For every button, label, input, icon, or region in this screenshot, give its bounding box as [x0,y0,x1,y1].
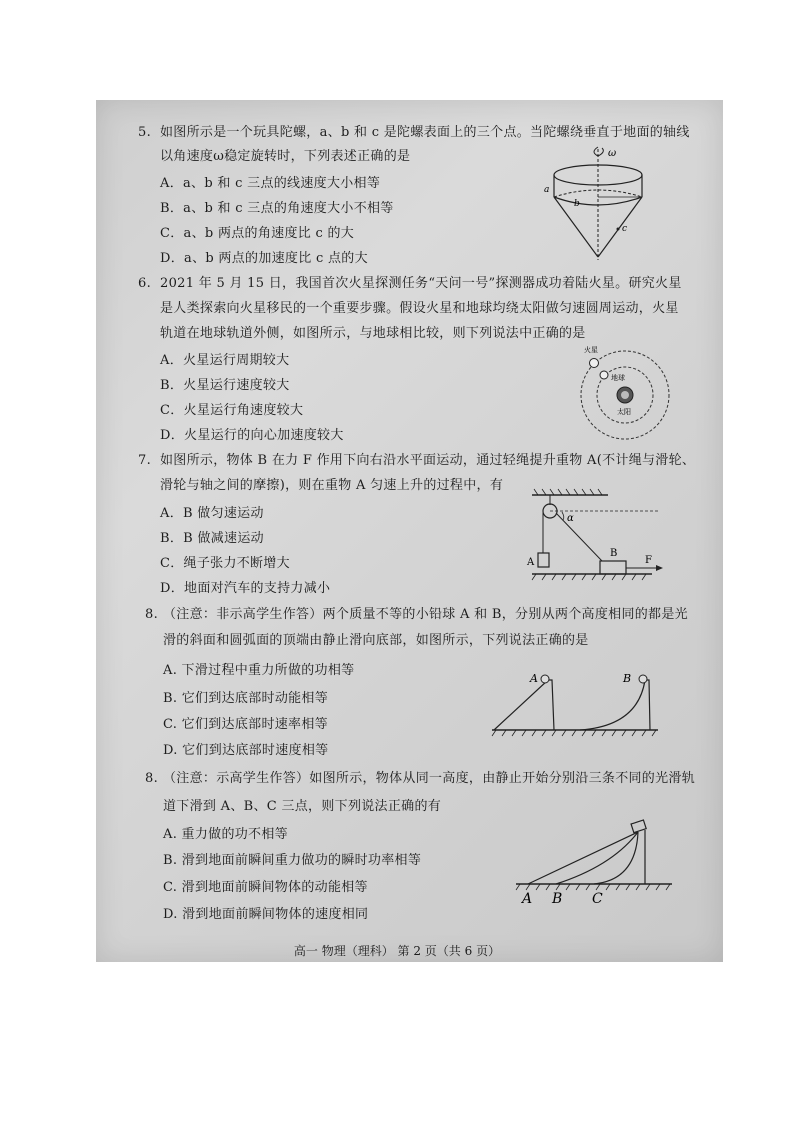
q7-pulley-figure [520,485,670,585]
q8b-label-C: C [592,891,603,906]
q7-option-b: B．B 做减速运动 [160,531,264,546]
q6-stem-line2: 是人类探索向火星移民的一个重要步骤。假设火星和地球均绕太阳做匀速圆周运动，火星 [160,301,679,316]
q5-label-c: c [622,224,628,234]
page-footer: 高一 物理（理科） 第 2 页（共 6 页） [293,944,501,958]
q5-option-b: B．a、b 和 c 三点的角速度大小不相等 [160,201,394,216]
q7-option-d: D．地面对汽车的支持力减小 [160,581,331,596]
q7-alpha-label: α [567,513,574,524]
q8b-option-c: C. 滑到地面前瞬间物体的动能相等 [163,880,368,895]
q8b-stem-line2: 道下滑到 A、B、C 三点，则下列说法正确的有 [163,799,442,814]
q6-earth-label: 地球 [611,374,625,382]
q8b-label-B: B [552,891,563,906]
q5-option-d: D．a、b 两点的加速度比 c 点的大 [160,251,368,266]
q8b-stem-line1: （注意：示高学生作答）如图所示，物体从同一高度，由静止开始分别沿三条不同的光滑轨 [163,771,696,786]
q5-option-c: C．a、b 两点的角速度比 c 的大 [160,226,355,241]
q7-stem-line2: 滑轮与轴之间的摩擦)，则在重物 A 匀速上升的过程中，有 [160,478,504,493]
q5-stem-line1: 如图所示是一个玩具陀螺，a、b 和 c 是陀螺表面上的三个点。当陀螺绕垂直于地面的轴线 [160,125,690,140]
q8a-option-c: C. 它们到达底部时速率相等 [163,717,328,732]
q6-stem-line1: 2021 年 5 月 15 日，我国首次火星探测任务“天问一号”探测器成功着陆火星。研究火星 [160,276,682,291]
q7-option-c: C．绳子张力不断增大 [160,556,290,571]
q7-number: 7. [138,453,152,468]
q8b-label-A: A [522,891,533,906]
q8a-stem-line2: 滑的斜面和圆弧面的顶端由静止滑向底部，如图所示，下列说法正确的是 [163,633,589,648]
q6-stem-line3: 轨道在地球轨道外侧，如图所示，与地球相比较，则下列说法中正确的是 [160,326,586,341]
q6-option-b: B．火星运行速度较大 [160,378,290,393]
q6-mars-label: 火星 [584,346,598,354]
q8a-option-b: B. 它们到达底部时动能相等 [163,691,329,706]
q8a-option-d: D. 它们到达底部时速度相等 [163,743,329,758]
q8a-slope-arc-figure [488,668,663,740]
q8b-number: 8. [145,771,159,786]
q6-number: 6. [138,276,152,291]
q6-orbit-figure [575,340,675,440]
q8b-option-a: A. 重力做的功不相等 [163,827,288,842]
q8a-option-a: A. 下滑过程中重力所做的功相等 [163,663,355,678]
q8a-stem-line1: （注意：非示高学生作答）两个质量不等的小铅球 A 和 B，分别从两个高度相同的都是光 [163,607,688,622]
q6-option-c: C．火星运行角速度较大 [160,403,304,418]
q5-option-a: A．a、b 和 c 三点的线速度大小相等 [160,176,381,191]
q8a-label-A: A [530,672,538,685]
q8a-label-B: B [623,672,632,685]
q8b-tracks-figure [512,818,677,906]
q7-option-a: A．B 做匀速运动 [160,506,264,521]
q5-omega-label: ω [608,148,617,159]
q7-stem-line1: 如图所示，物体 B 在力 F 作用下向右沿水平面运动，通过轻绳提升重物 A(不计绳与滑轮、 [160,453,696,468]
q7-label-B: B [610,548,618,559]
q5-label-b: b [574,199,580,209]
q5-spinning-top-figure [540,145,650,270]
q6-option-d: D．火星运行的向心加速度较大 [160,428,344,443]
q5-label-a: a [544,185,550,195]
q8b-option-b: B. 滑到地面前瞬间重力做功的瞬时功率相等 [163,853,422,868]
q7-label-F: F [645,555,652,566]
q7-label-A: A [527,557,535,568]
q6-option-a: A．火星运行周期较大 [160,353,290,368]
q5-number: 5. [138,125,152,140]
q8b-option-d: D. 滑到地面前瞬间物体的速度相同 [163,907,369,922]
q5-stem-line2: 以角速度ω稳定旋转时，下列表述正确的是 [160,149,411,164]
q6-sun-label: 太阳 [617,408,631,416]
q8a-number: 8. [145,607,159,622]
